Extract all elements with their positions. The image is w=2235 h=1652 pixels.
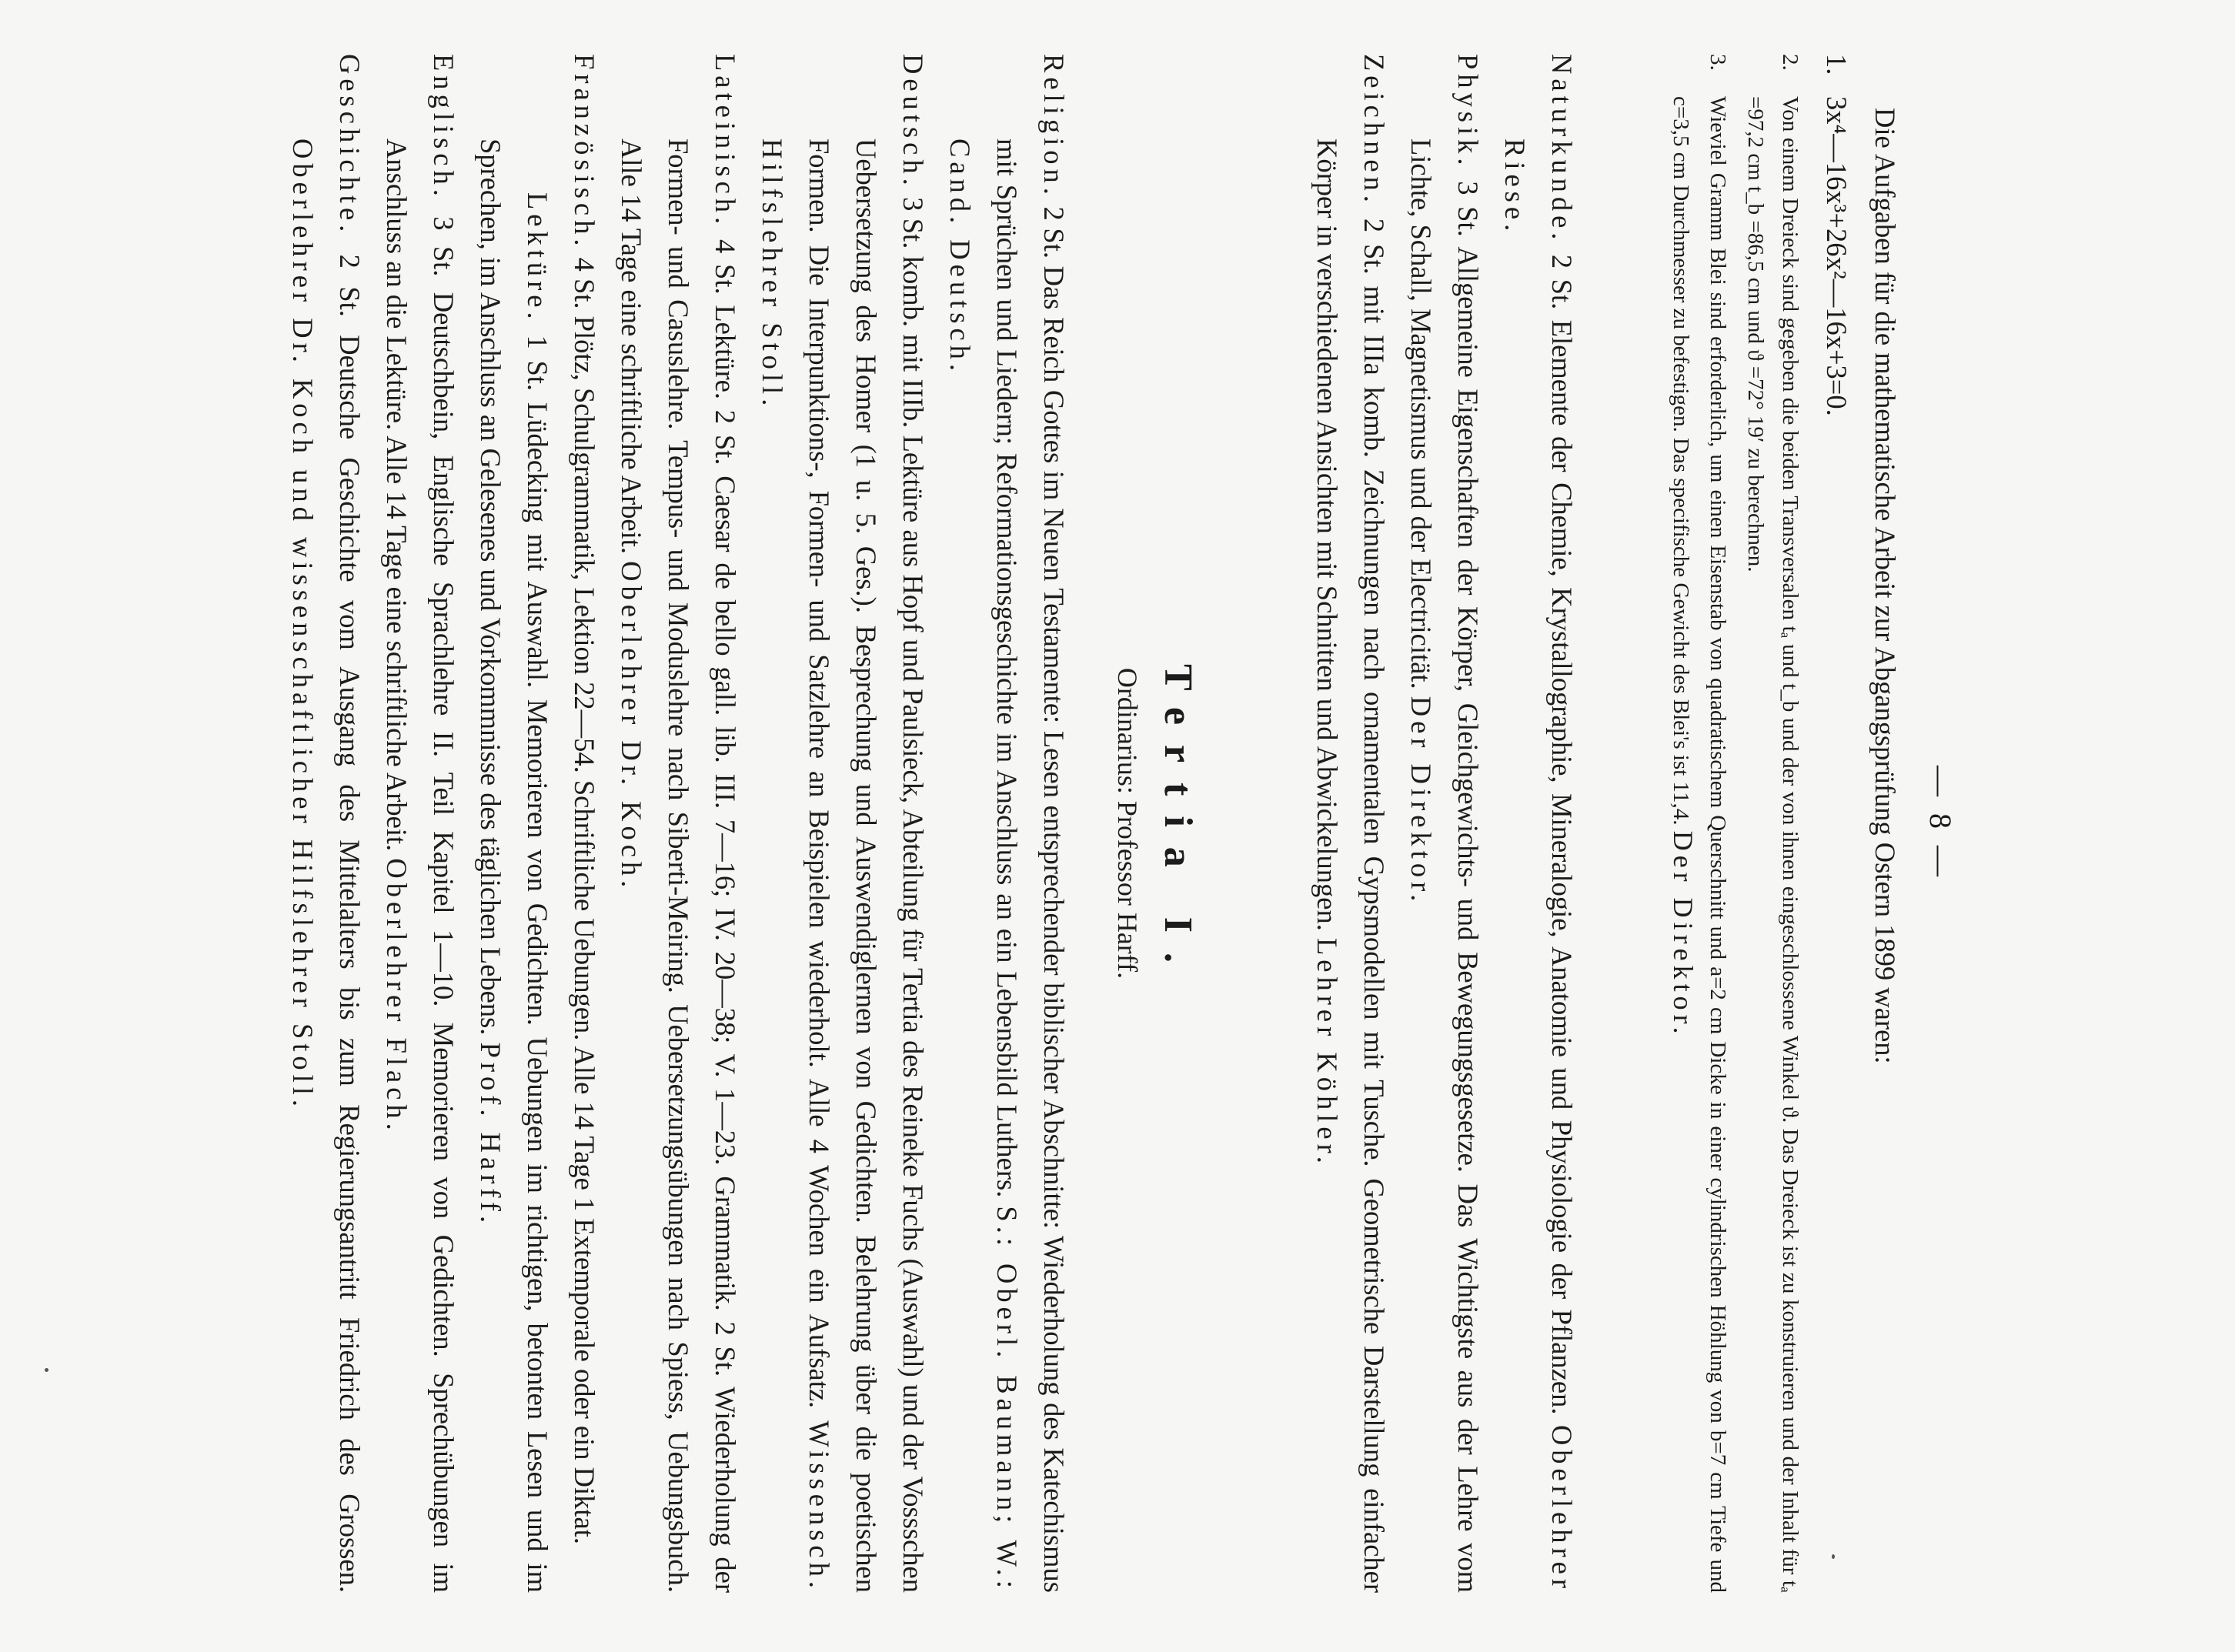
course-franzoesisch bbox=[561, 54, 608, 1593]
course-text: 2 St. Elemente der Chemie, Krystallographie, Mineralogie, Anatomie und Physiologie der Pflanzen. bbox=[1546, 254, 1578, 1415]
course-teacher: Oberlehrer Riese. bbox=[1499, 139, 1578, 1594]
course-teacher: Oberlehrer Flach. bbox=[381, 858, 413, 1135]
course-teacher: Wissensch. Hilfslehrer Stoll. bbox=[757, 139, 835, 1593]
exam-task-3 bbox=[1663, 54, 1735, 1593]
course-lateinisch bbox=[608, 54, 749, 1593]
course-teacher: S.: Oberl. Baumann; W.: Cand. Deutsch. bbox=[944, 139, 1023, 1594]
math-exam-section bbox=[1663, 54, 1909, 1593]
exam-intro: Die Aufgaben für die mathematische Arbeit zur Abgangsprüfung Ostern 1899 waren: bbox=[1869, 108, 1901, 1064]
tertia-heading-block bbox=[1104, 54, 1204, 1593]
course-text: 3 St. Deutschbein, Englische Sprachlehre II. Teil Kapitel 1—10. Memorieren von Gedichten. Sprechübungen im Anschluss an die Lektüre. Alle 14 Tage eine schriftliche Arbeit. bbox=[381, 139, 459, 1594]
course-teacher: Oberlehrer Dr. Koch und wissenschaftlicher Hilfslehrer Stoll. bbox=[287, 139, 319, 1112]
course-label: Deutsch. bbox=[897, 54, 929, 190]
course-englisch bbox=[373, 54, 467, 1593]
course-teacher: Der Direktor. bbox=[1405, 696, 1437, 906]
task-author: Der Direktor. bbox=[1668, 830, 1699, 1039]
course-text: 2 St. Das Reich Gottes im Neuen Testamente: Lesen entsprechender biblischer Abschnitte: Wiederholung des Katechismus mit Sprüchen und Liedern; Reformationsgeschichte im Anschluss an ein Lebensbild Luthers. bbox=[991, 139, 1070, 1593]
task-text: 3x⁴—16x³+26x²—16x+3=0. bbox=[1821, 96, 1852, 416]
exam-task-2 bbox=[1738, 54, 1807, 1593]
course-teacher: Prof. Harff. bbox=[475, 1042, 506, 1228]
task-text: Wieviel Gramm Blei sind erforderlich, um einen Eisenstab von quadratischem Querschnitt und a=2 cm Dicke in einer cylindrischen Höhlung von b=7 cm Tiefe und c=3,5 cm Durchmesser zu befestigen. Das specifische Gewicht des Blei's ist 11,4. bbox=[1669, 96, 1730, 1593]
course-label: Religion. bbox=[1038, 54, 1070, 199]
rotated-text-page bbox=[146, 54, 1978, 1593]
section-heading: Tertia I. bbox=[1156, 663, 1200, 983]
course-teacher: Lehrer Köhler. bbox=[1311, 938, 1343, 1168]
course-deutsch bbox=[749, 54, 937, 1593]
scan-speck bbox=[45, 1368, 48, 1372]
course-label: Lektüre. bbox=[522, 192, 553, 324]
task-number: 2. bbox=[1778, 54, 1802, 71]
course-text: 3 St. Allgemeine Eigenschaften der Körper, Gleichgewichts- und Bewegungsgesetze. Das Wichtigste aus der Lehre vom Lichte, Schall, Magnetismus und der Electricität. bbox=[1405, 139, 1484, 1593]
course-text: 4 St. Plötz, Schulgrammatik, Lektion 22—54. Schriftliche Uebungen. Alle 14 Tage 1 Extemporale oder ein Diktat. bbox=[569, 257, 600, 1544]
course-label: Zeichnen. bbox=[1358, 54, 1390, 207]
course-label: Französisch. bbox=[569, 54, 600, 251]
exam-task-1 bbox=[1813, 54, 1860, 1593]
course-text: 1 St. Lüdecking mit Auswahl. Memorieren von Gedichten. Uebungen im richtigen, betonten Lesen und im Sprechen, im Anschluss an Gelesenes und Vorkommnisse des täglichen Lebens. bbox=[475, 139, 553, 1593]
courses-tertia bbox=[279, 54, 1077, 1593]
course-label: Englisch. bbox=[428, 54, 459, 201]
courses-upper bbox=[1304, 54, 1585, 1593]
task-number: 3. bbox=[1705, 54, 1730, 71]
course-text: 4 St. Lektüre. 2 St. Caesar de bello gall. lib. III. 7—16; IV. 20—38; V. 1—23. Grammatik. 2 St. Wiederholung der Formen- und Casuslehre. Tempus- und Moduslehre nach Siberti-Meiring. Uebersetzungsübungen nach Spiess, Uebungsbuch. Alle 14 Tage eine schriftliche Arbeit. bbox=[616, 139, 741, 1594]
course-naturkunde bbox=[1492, 54, 1585, 1593]
course-text: 2 St. Deutsche Geschichte vom Ausgang des Mittelalters bis zum Regierungsantritt Friedrich des Grossen. bbox=[334, 254, 366, 1594]
course-religion bbox=[937, 54, 1077, 1593]
task-text: Von einem Dreieck sind gegeben die beiden Transversalen tₐ und t_b und der von ihnen eingeschlossene Winkel ϑ. Das Dreieck ist zu konstruieren und der Inhalt für tₐ =97,2 cm t_b =86,5 cm und ϑ =72° 19′ zu berechnen. bbox=[1743, 96, 1802, 1593]
page-number: — 8 — bbox=[1923, 766, 1958, 881]
course-teacher: Oberlehrer Dr. Koch. bbox=[616, 561, 647, 893]
course-geschichte bbox=[279, 54, 373, 1593]
course-label: Lateinisch. bbox=[710, 54, 741, 229]
course-label: Naturkunde. bbox=[1546, 54, 1578, 245]
course-label: Geschichte. bbox=[334, 54, 366, 237]
course-text: 2 St. mit IIIa komb. Zeichnungen nach ornamentalen Gypsmodellen mit Tusche. Geometrische Darstellung einfacher Körper in verschiedenen Ansichten mit Schnitten und Abwickelungen. bbox=[1311, 139, 1390, 1594]
course-label: Physik. bbox=[1452, 54, 1484, 170]
course-physik bbox=[1398, 54, 1492, 1593]
task-number: 1. bbox=[1821, 54, 1852, 75]
course-zeichnen bbox=[1304, 54, 1398, 1593]
course-text: 3 St. komb. mit IIIb. Lektüre aus Hopf und Paulsieck, Abteilung für Tertia des Reineke Fuchs (Auswahl) und der Vossschen Uebersetzung des Homer (1 u. 5. Ges.). Besprechung und Auswendiglernen von Gedichten. Belehrung über die poetischen Formen. Die Interpunktions-, Formen- und Satzlehre an Beispielen wiederholt. Alle 4 Wochen ein Aufsatz. bbox=[803, 139, 929, 1594]
course-lekture bbox=[467, 54, 561, 1593]
ordinarius-line: Ordinarius: Professor Harff. bbox=[1112, 667, 1143, 980]
